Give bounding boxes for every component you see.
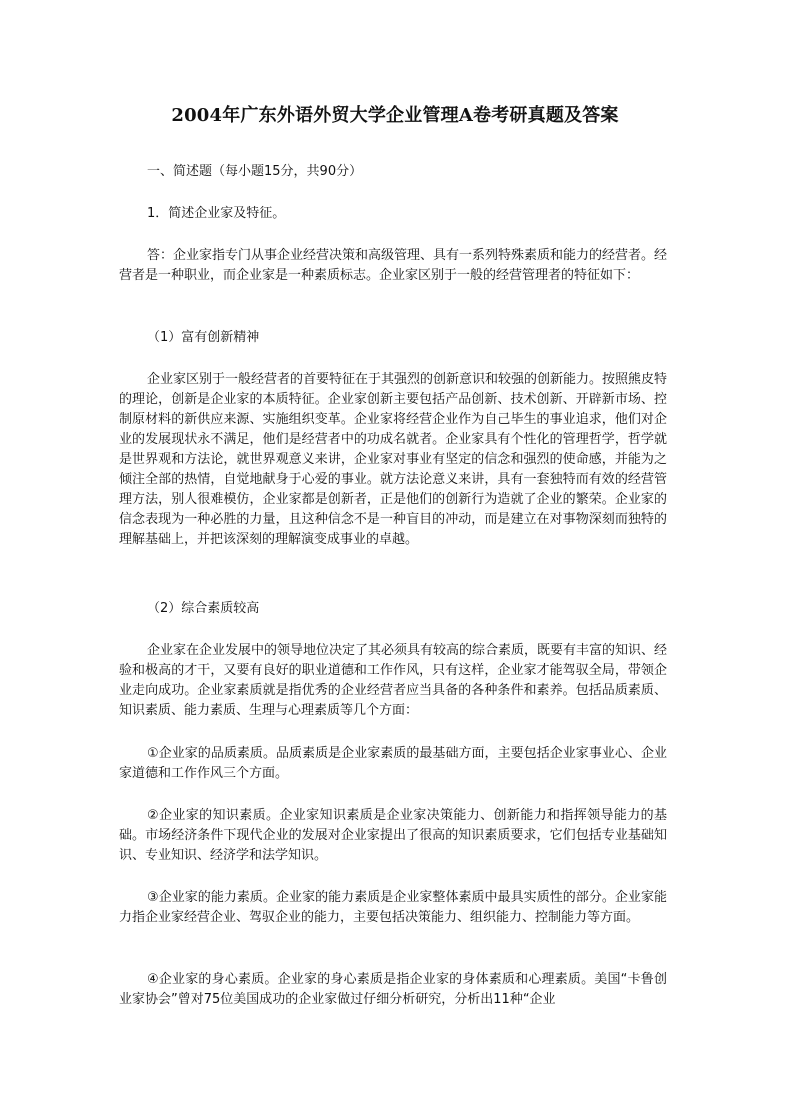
answer-intro-paragraph: 答：企业家指专门从事企业经营决策和高级管理、具有一系列特殊素质和能力的经营者。经营者是一种职业，而企业家是一种素质标志。企业家区别于一般的经营管理者的特征如下： [119, 248, 668, 283]
section-heading: 一、简述题（每小题15分，共90分） [147, 164, 363, 179]
quality-paragraph: 企业家在企业发展中的领导地位决定了其必须具有较高的综合素质，既要有丰富的知识、经验和极高的才干，又要有良好的职业道德和工作作风，只有这样，企业家才能驾驭全局，带领企业走向成功。企业家素质就是指优秀的企业经营者应当具备的各种条件和素养。包括品质素质、知识素质、能力素质、生理与心理素质等几个方面： [119, 643, 668, 718]
document-title: 2004年广东外语外贸大学企业管理A卷考研真题及答案 [171, 105, 619, 126]
subheading-quality: （2）综合素质较高 [147, 601, 260, 616]
innovation-paragraph: 企业家区别于一般经营者的首要特征在于其强烈的创新意识和较强的创新能力。按照熊皮特的理论，创新是企业家的本质特征。企业家创新主要包括产品创新、技术创新、开辟新市场、控制原材料的新供应来源、实施组织变革。企业家将经营企业作为自己毕生的事业追求，他们对企业的发展现状永不满足，他们是经营者中的功成名就者。企业家具有个性化的管理哲学，哲学就是世界观和方法论，就世界观意义来讲，企业家对事业有坚定的信念和强烈的使命感，并能为之倾注全部的热情，自觉地献身于心爱的事业。就方法论意义来讲，具有一套独特而有效的经营管理方法，别人很难模仿，企业家都是创新者，正是他们的创新行为造就了企业的繁荣。企业家的信念表现为一种必胜的力量，且这种信念不是一种盲目的冲动，而是建立在对事物深刻而独特的理解基础上，并把该深刻的理解演变成事业的卓越。 [119, 372, 668, 547]
item-knowledge-quality: ②企业家的知识素质。企业家知识素质是企业家决策能力、创新能力和指挥领导能力的基础。市场经济条件下现代企业的发展对企业家提出了很高的知识素质要求，它们包括专业基础知识、专业知识、经济学和法学知识。 [119, 808, 667, 863]
item-physical-mental-quality: ④企业家的身心素质。企业家的身心素质是指企业家的身体素质和心理素质。美国“卡鲁创业家协会”曾对75位美国成功的企业家做过仔细分析研究，分析出11种“企业 [119, 972, 667, 1007]
question-1: 1．简述企业家及特征。 [147, 206, 286, 221]
item-character-quality: ①企业家的品质素质。品质素质是企业家素质的最基础方面，主要包括企业家事业心、企业家道德和工作作风三个方面。 [119, 746, 667, 781]
item-ability-quality: ③企业家的能力素质。企业家的能力素质是企业家整体素质中最具实质性的部分。企业家能力指企业家经营企业、驾驭企业的能力，主要包括决策能力、组织能力、控制能力等方面。 [119, 890, 667, 925]
subheading-innovation: （1）富有创新精神 [147, 330, 260, 345]
